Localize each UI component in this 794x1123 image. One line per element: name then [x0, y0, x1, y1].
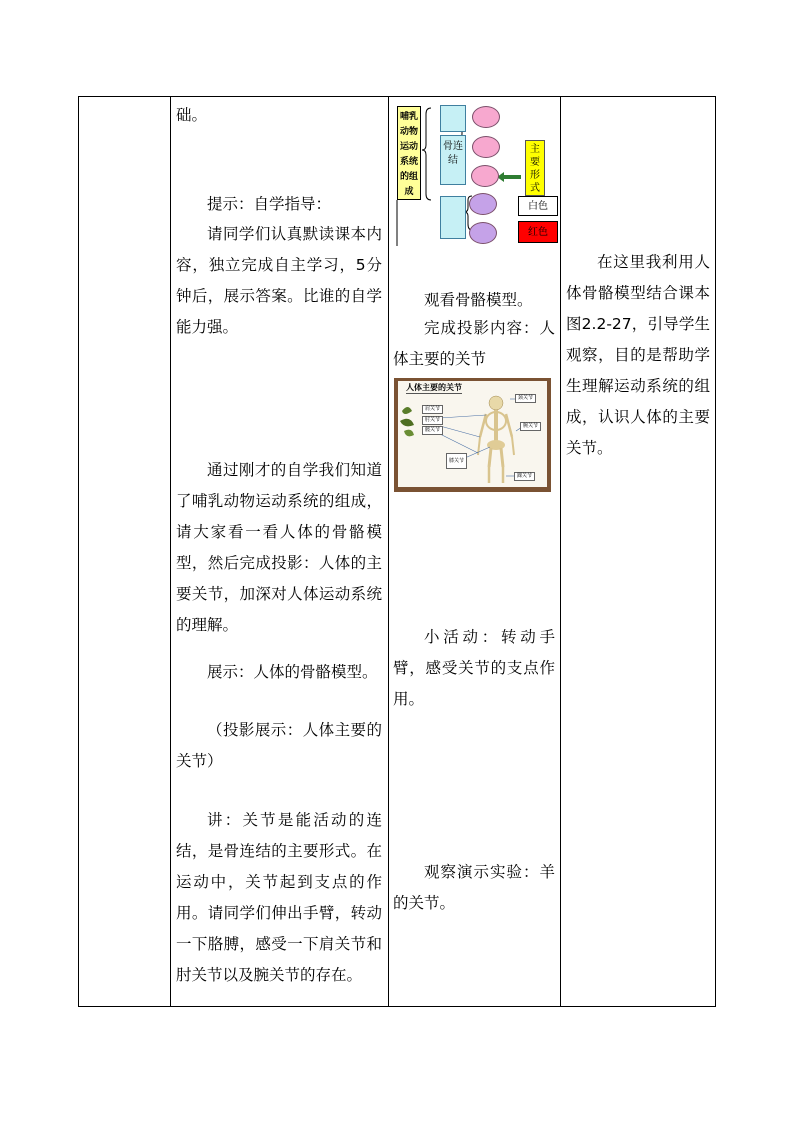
joint-label-neck: 颈关节 — [515, 394, 536, 403]
joint-label-hip: 髋关节 — [422, 426, 443, 435]
joint-label-elbow: 肘关节 — [422, 416, 443, 425]
skeleton-figure-title: 人体主要的关节 — [406, 383, 462, 392]
diagram-box-muscle — [440, 196, 466, 239]
col3-paragraph-3: 小活动：转动手臂，感受关节的支点作用。 — [393, 628, 555, 708]
table-col-divider-1 — [170, 96, 171, 1007]
col3-paragraph-1: 观看骨骼模型。 — [424, 291, 533, 309]
diagram-box-bone — [440, 105, 466, 132]
col2-paragraph-6: （投影展示：人体主要的关节） — [176, 721, 382, 770]
motor-system-diagram — [394, 100, 559, 246]
joint-label-knee: 膝关节 — [446, 453, 467, 469]
main-form-box: 主要形式 — [525, 140, 545, 196]
white-label-box: 白色 — [518, 196, 558, 216]
col3-paragraph-2: 完成投影内容：人体主要的关节 — [393, 319, 555, 368]
diagram-ellipse-4 — [469, 193, 497, 215]
diagram-ellipse-5 — [469, 222, 497, 244]
col2-paragraph-2: 提示：自学指导： — [207, 195, 332, 213]
col4-paragraph-1: 在这里我利用人体骨骼模型结合课本图2.2-27，引导学生观察，目的是帮助学生理解运动系统的组成，认识人体的主要关节。 — [566, 253, 710, 457]
skeleton-joints-figure — [394, 378, 551, 492]
col2-paragraph-5: 展示：人体的骨骼模型。 — [207, 663, 378, 681]
table-col-divider-3 — [560, 96, 561, 1007]
table-left-border — [78, 96, 79, 1007]
col2-paragraph-1: 础。 — [176, 106, 208, 124]
table-bottom-border — [78, 1006, 716, 1007]
joint-label-ankle: 踝关节 — [514, 472, 535, 481]
diagram-ellipse-3 — [471, 165, 499, 187]
table-top-border — [78, 96, 716, 97]
col2-paragraph-7: 讲：关节是能活动的连结，是骨连结的主要形式。在运动中，关节起到支点的作用。请同学们伸出手臂，转动一下胳膊，感受一下肩关节和肘关节以及腕关节的存在。 — [176, 811, 382, 984]
table-right-border — [715, 96, 716, 1007]
col3-paragraph-4: 观察演示实验：羊的关节。 — [393, 863, 555, 912]
skeleton-figure-canvas — [398, 381, 547, 487]
diagram-ellipse-2 — [472, 136, 500, 158]
diagram-ellipse-1 — [472, 106, 500, 128]
joint-label-wrist: 腕关节 — [520, 422, 541, 431]
table-col-divider-2 — [388, 96, 389, 1007]
joint-label-shoulder: 肩关节 — [422, 405, 443, 414]
diagram-box-bone-joint — [440, 135, 466, 185]
col2-paragraph-3: 请同学们认真默读课本内容，独立完成自主学习，5分钟后，展示答案。比谁的自学能力强。 — [176, 225, 382, 336]
col2-paragraph-4: 通过刚才的自学我们知道了哺乳动物运动系统的组成，请大家看一看人体的骨骼模型，然后完成投影：人体的主要关节，加深对人体运动系统的理解。 — [176, 461, 382, 634]
diagram-title-box: 哺乳动物运动系统的组成 — [397, 106, 421, 200]
bone-joint-label: 骨连结 — [443, 141, 463, 166]
red-label-box: 红色 — [518, 221, 558, 243]
